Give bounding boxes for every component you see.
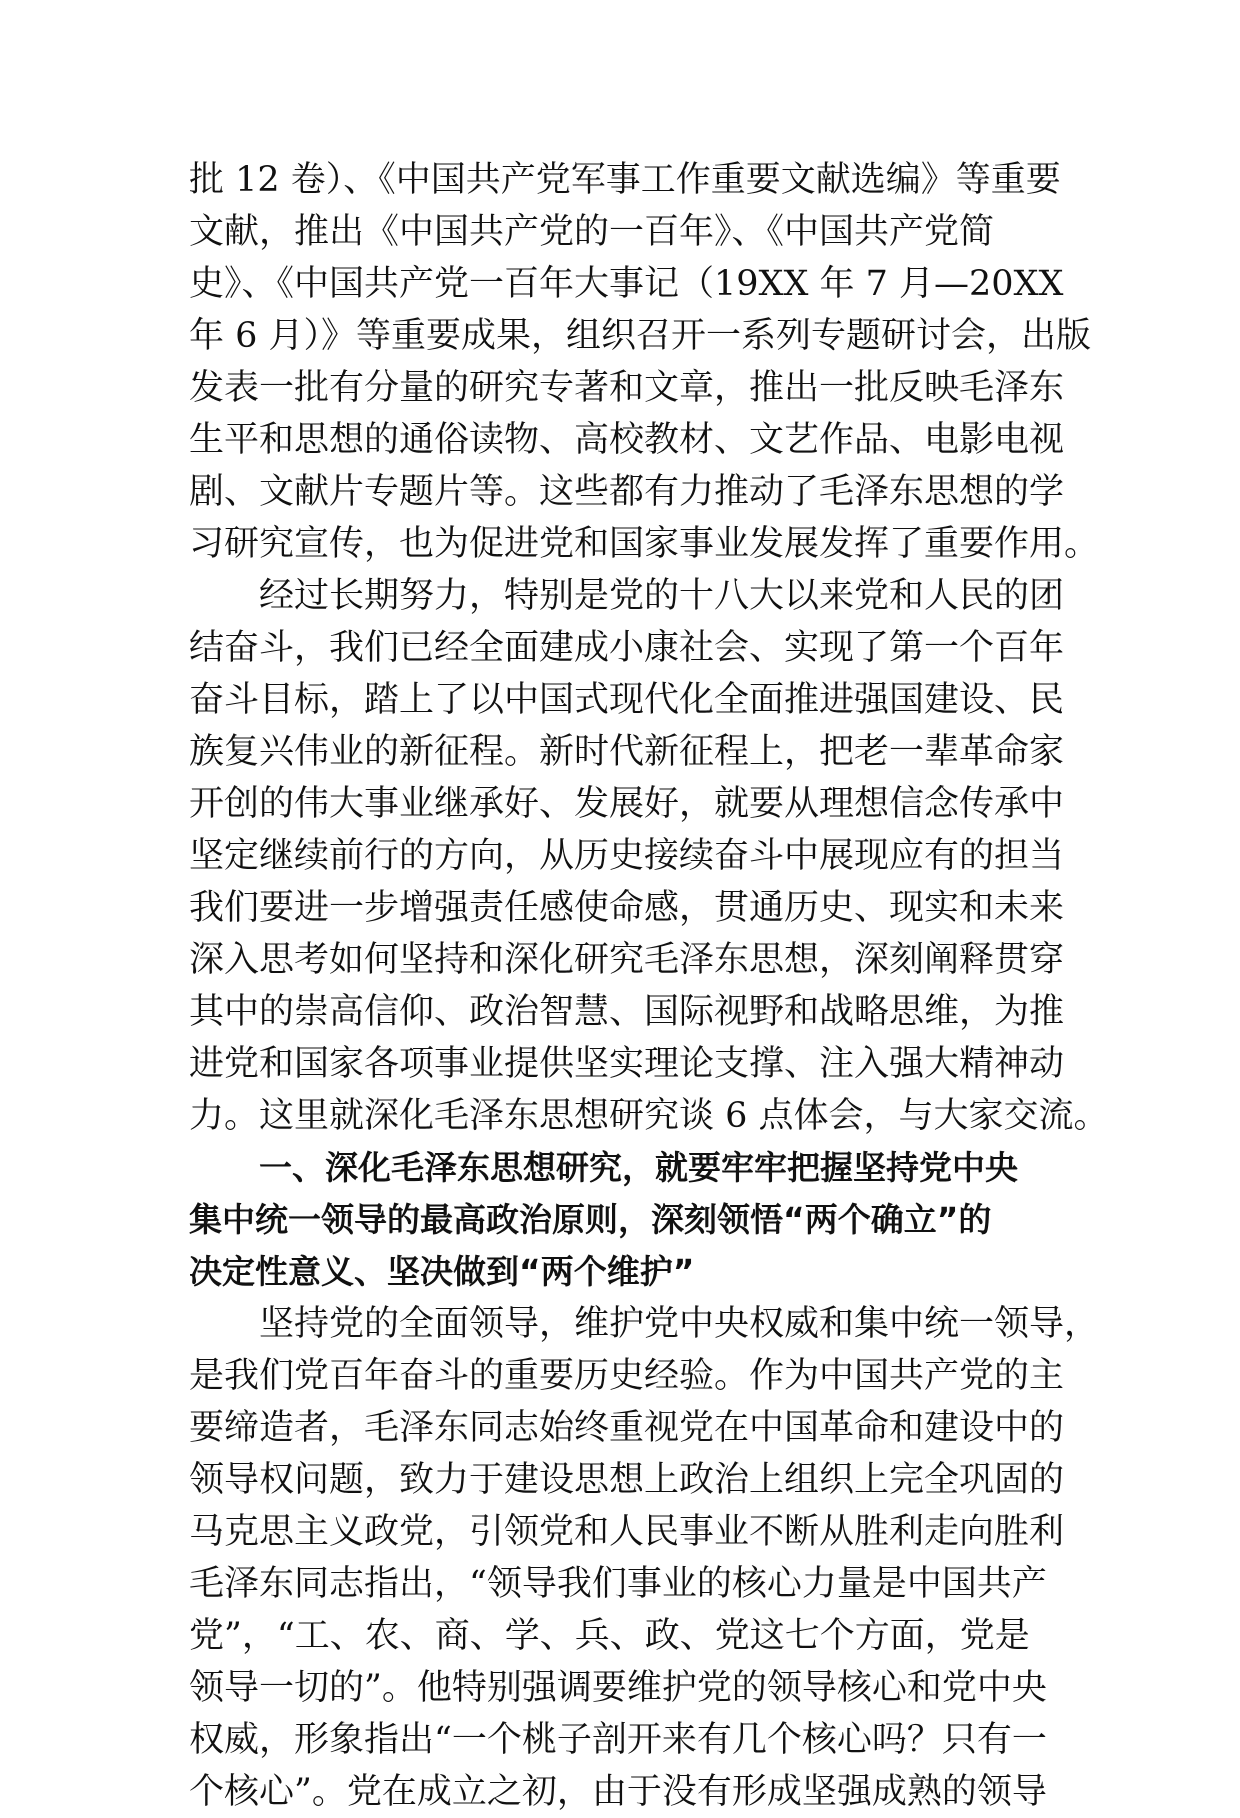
body-text-line: 开创的伟大事业继承好、发展好，就要从理想信念传承中 — [189, 784, 1065, 824]
body-text-line: 坚定继续前行的方向，从历史接续奋斗中展现应有的担当 — [189, 836, 1065, 876]
body-text-line: 领导权问题，致力于建设思想上政治上组织上完全巩固的 — [189, 1460, 1065, 1500]
body-text-line: 坚持党的全面领导，维护党中央权威和集中统一领导， — [259, 1304, 1100, 1344]
body-text-line: 马克思主义政党，引领党和人民事业不断从胜利走向胜利 — [189, 1512, 1065, 1552]
body-text-line: 族复兴伟业的新征程。新时代新征程上，把老一辈革命家 — [189, 732, 1065, 772]
body-text-line: 我们要进一步增强责任感使命感，贯通历史、现实和未来 — [189, 888, 1065, 928]
body-text-line: 史》、《中国共产党一百年大事记（19XX 年 7 月—20XX — [189, 264, 1064, 304]
body-text-line: 剧、文献片专题片等。这些都有力推动了毛泽东思想的学 — [189, 472, 1065, 512]
body-text-line: 深入思考如何坚持和深化研究毛泽东思想，深刻阐释贯穿 — [189, 940, 1065, 980]
body-text-line: 习研究宣传，也为促进党和国家事业发展发挥了重要作用。 — [189, 524, 1100, 564]
body-text-line: 文献，推出《中国共产党的一百年》、《中国共产党简 — [189, 212, 995, 252]
body-text-line: 是我们党百年奋斗的重要历史经验。作为中国共产党的主 — [189, 1356, 1065, 1396]
body-text-line: 权威，形象指出“一个桃子剖开来有几个核心吗？只有一 — [189, 1720, 1047, 1760]
body-text-line: 党”，“工、农、商、学、兵、政、党这七个方面，党是 — [189, 1616, 1030, 1656]
document-body — [189, 154, 1109, 1818]
body-text-line: 批 12 卷）、《中国共产党军事工作重要文献选编》等重要 — [189, 160, 1061, 200]
body-text-line: 力。这里就深化毛泽东思想研究谈 6 点体会，与大家交流。 — [189, 1096, 1109, 1136]
body-text-line: 年 6 月）》等重要成果，组织召开一系列专题研讨会，出版 — [189, 316, 1092, 356]
body-text-line: 毛泽东同志指出，“领导我们事业的核心力量是中国共产 — [189, 1564, 1047, 1604]
section-heading-line: 集中统一领导的最高政治原则，深刻领悟“两个确立”的 — [189, 1200, 992, 1239]
body-text-line: 结奋斗，我们已经全面建成小康社会、实现了第一个百年 — [189, 628, 1065, 668]
body-text-line: 领导一切的”。他特别强调要维护党的领导核心和党中央 — [189, 1668, 1047, 1708]
body-text-line: 进党和国家各项事业提供坚实理论支撑、注入强大精神动 — [189, 1044, 1065, 1084]
body-text-line: 要缔造者，毛泽东同志始终重视党在中国革命和建设中的 — [189, 1408, 1065, 1448]
body-text-line: 生平和思想的通俗读物、高校教材、文艺作品、电影电视 — [189, 420, 1065, 460]
section-heading-line: 决定性意义、坚决做到“两个维护” — [189, 1252, 695, 1291]
body-text-line: 其中的崇高信仰、政治智慧、国际视野和战略思维，为推 — [189, 992, 1065, 1032]
body-text-line: 奋斗目标，踏上了以中国式现代化全面推进强国建设、民 — [189, 680, 1065, 720]
body-text-line: 发表一批有分量的研究专著和文章，推出一批反映毛泽东 — [189, 368, 1065, 408]
body-text-line: 个核心”。党在成立之初，由于没有形成坚强成熟的领导 — [189, 1772, 1047, 1812]
body-text-line: 经过长期努力，特别是党的十八大以来党和人民的团 — [259, 576, 1065, 616]
section-heading-line: 一、深化毛泽东思想研究，就要牢牢把握坚持党中央 — [259, 1148, 1018, 1187]
